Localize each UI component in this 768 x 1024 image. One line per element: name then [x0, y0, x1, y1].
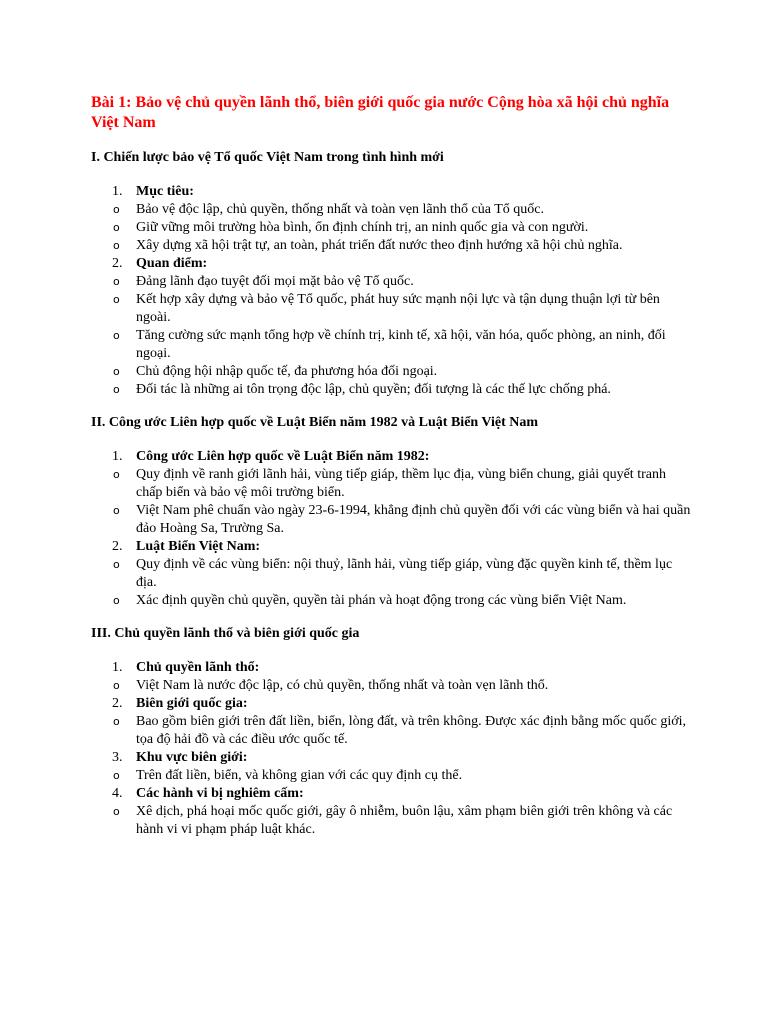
list-item — [91, 659, 691, 677]
bullet-icon: o — [113, 221, 120, 234]
bullet-icon: o — [113, 715, 120, 728]
bullet-icon: o — [113, 594, 120, 607]
bullet-text: Xê dịch, phá hoại mốc quốc giới, gây ô nhiễm, buôn lậu, xâm phạm biên giới trên không và các hành vi vi phạm pháp luật khác. — [136, 804, 673, 837]
bullet-icon: o — [113, 203, 120, 216]
bullet-text: Đảng lãnh đạo tuyệt đối mọi mặt bảo vệ Tổ quốc. — [136, 274, 414, 289]
item-number: 3. — [112, 750, 123, 765]
bullet-text: Đối tác là những ai tôn trọng độc lập, chủ quyền; đối tượng là các thế lực chống phá. — [136, 382, 611, 397]
bullet-item — [91, 273, 691, 291]
bullet-text: Quy định về ranh giới lãnh hải, vùng tiếp giáp, thềm lục địa, vùng biển chung, giải quyết tranh chấp biển và bảo vệ môi trường biển. — [136, 467, 666, 500]
bullet-icon: o — [113, 383, 120, 396]
bullet-text: Bao gồm biên giới trên đất liền, biển, lòng đất, và trên không. Được xác định bằng mốc quốc giới, tọa độ hải đồ và các điều ước quốc tế. — [136, 714, 687, 747]
bullet-text: Bảo vệ độc lập, chủ quyền, thống nhất và toàn vẹn lãnh thổ của Tổ quốc. — [136, 202, 544, 217]
bullet-icon: o — [113, 679, 120, 692]
list-item — [91, 785, 691, 803]
section-heading-2: II. Công ước Liên hợp quốc về Luật Biển năm 1982 và Luật Biển Việt Nam — [91, 415, 539, 430]
list-item — [91, 255, 691, 273]
bullet-text: Việt Nam là nước độc lập, có chủ quyền, thống nhất và toàn vẹn lãnh thổ. — [136, 678, 549, 693]
bullet-item — [91, 466, 691, 502]
bullet-icon: o — [113, 275, 120, 288]
bullet-icon: o — [113, 769, 120, 782]
list-item — [91, 538, 691, 556]
bullet-item — [91, 363, 691, 381]
bullet-item — [91, 502, 691, 538]
document-title: Bài 1: Bảo vệ chủ quyền lãnh thổ, biên giới quốc gia nước Cộng hòa xã hội chủ nghĩa Việt Nam — [91, 94, 670, 131]
bullet-text: Quy định về các vùng biển: nội thuỷ, lãnh hải, vùng tiếp giáp, vùng đặc quyền kinh tế, thềm lục địa. — [136, 557, 673, 590]
bullet-item — [91, 713, 691, 749]
bullet-item — [91, 201, 691, 219]
list-item — [91, 749, 691, 767]
bullet-item — [91, 327, 691, 363]
bullet-text: Xây dựng xã hội trật tự, an toàn, phát triển đất nước theo định hướng xã hội chủ nghĩa. — [136, 238, 623, 253]
item-title: Chủ quyền lãnh thổ: — [136, 660, 260, 675]
bullet-item — [91, 237, 691, 255]
bullet-text: Kết hợp xây dựng và bảo vệ Tổ quốc, phát huy sức mạnh nội lực và tận dụng thuận lợi từ bên ngoài. — [136, 292, 660, 325]
bullet-icon: o — [113, 805, 120, 818]
bullet-item — [91, 381, 691, 399]
section-2-list — [91, 448, 691, 610]
item-title: Quan điểm: — [136, 256, 208, 271]
section-heading-1: I. Chiến lược bảo vệ Tổ quốc Việt Nam trong tình hình mới — [91, 150, 444, 165]
bullet-icon: o — [113, 468, 120, 481]
bullet-icon: o — [113, 558, 120, 571]
bullet-icon: o — [113, 239, 120, 252]
bullet-icon: o — [113, 365, 120, 378]
item-title: Biên giới quốc gia: — [136, 696, 248, 711]
bullet-item — [91, 677, 691, 695]
item-number: 2. — [112, 256, 123, 271]
document-page — [91, 93, 691, 839]
bullet-item — [91, 556, 691, 592]
bullet-text: Chủ động hội nhập quốc tế, đa phương hóa đối ngoại. — [136, 364, 438, 379]
section-3-list — [91, 659, 691, 839]
item-title: Luật Biển Việt Nam: — [136, 539, 261, 554]
item-number: 2. — [112, 539, 123, 554]
bullet-item — [91, 219, 691, 237]
bullet-item — [91, 803, 691, 839]
item-title: Mục tiêu: — [136, 184, 194, 199]
item-number: 1. — [112, 184, 123, 199]
bullet-icon: o — [113, 329, 120, 342]
list-item — [91, 695, 691, 713]
bullet-item — [91, 291, 691, 327]
item-number: 4. — [112, 786, 123, 801]
list-item — [91, 448, 691, 466]
bullet-item — [91, 592, 691, 610]
bullet-item — [91, 767, 691, 785]
item-number: 1. — [112, 449, 123, 464]
bullet-text: Giữ vững môi trường hòa bình, ổn định chính trị, an ninh quốc gia và con người. — [136, 220, 589, 235]
bullet-text: Trên đất liền, biển, và không gian với các quy định cụ thể. — [136, 768, 463, 783]
item-number: 1. — [112, 660, 123, 675]
bullet-text: Tăng cường sức mạnh tổng hợp về chính trị, kinh tế, xã hội, văn hóa, quốc phòng, an ninh, đối ngoại. — [136, 328, 666, 361]
bullet-text: Việt Nam phê chuẩn vào ngày 23-6-1994, khẳng định chủ quyền đối với các vùng biển và hai quần đảo Hoàng Sa, Trường Sa. — [136, 503, 691, 536]
item-title: Khu vực biên giới: — [136, 750, 248, 765]
item-title: Các hành vi bị nghiêm cấm: — [136, 786, 304, 801]
section-heading-3: III. Chủ quyền lãnh thổ và biên giới quốc gia — [91, 626, 360, 641]
bullet-text: Xác định quyền chủ quyền, quyền tài phán và hoạt động trong các vùng biển Việt Nam. — [136, 593, 627, 608]
item-title: Công ước Liên hợp quốc về Luật Biển năm 1982: — [136, 449, 430, 464]
list-item — [91, 183, 691, 201]
bullet-icon: o — [113, 293, 120, 306]
bullet-icon: o — [113, 504, 120, 517]
section-1-list — [91, 183, 691, 399]
item-number: 2. — [112, 696, 123, 711]
